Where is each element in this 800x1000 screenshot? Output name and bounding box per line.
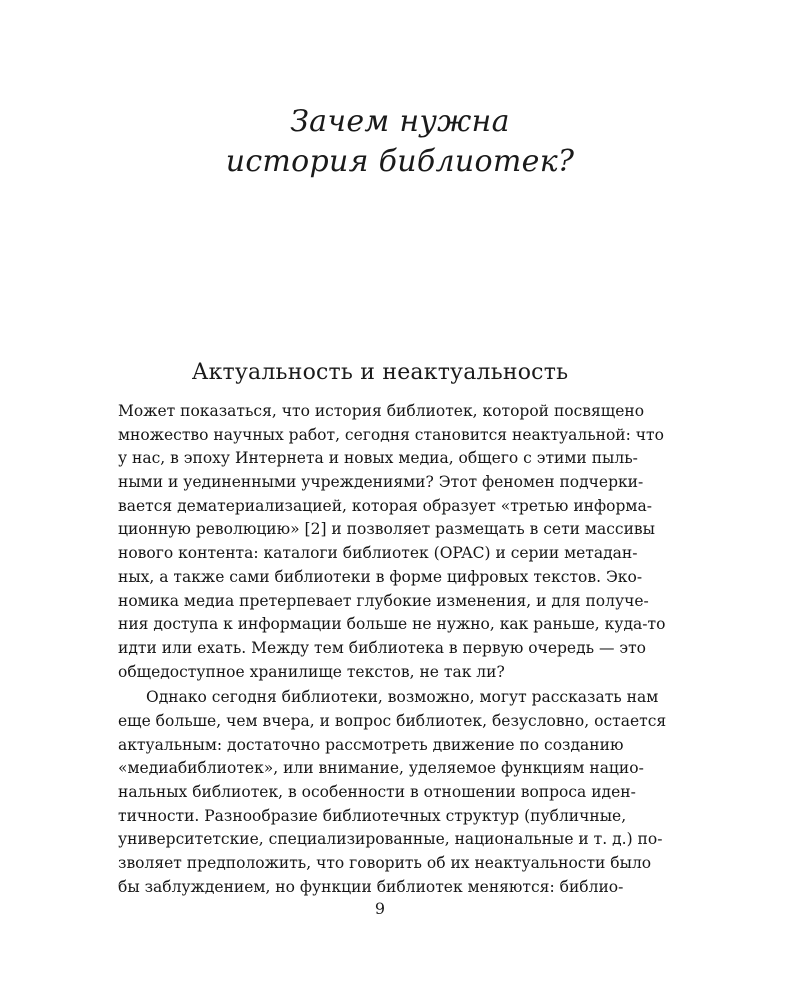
text-line: еще больше, чем вчера, и вопрос библиотек, безусловно, остается: [118, 711, 667, 730]
chapter-title-line-2: история библиотек?: [225, 144, 575, 179]
text-line: университетские, специализированные, национальные и т. д.) по-: [118, 830, 663, 849]
text-line: тичности. Разнообразие библиотечных структур (публичные,: [118, 806, 627, 825]
text-line: ния доступа к информации больше не нужно, как раньше, куда-то: [118, 615, 666, 634]
chapter-title: [0, 102, 800, 182]
text-line: вается дематериализацией, которая образует «третью информа-: [118, 496, 652, 515]
paragraph-2: [118, 686, 670, 899]
text-line: Может показаться, что история библиотек, которой посвящено: [118, 402, 645, 420]
text-line: актуальным: достаточно рассмотреть движение по созданию: [118, 735, 624, 754]
text-line: у нас, в эпоху Интернета и новых медиа, общего с этими пыль-: [118, 449, 638, 468]
text-line: номика медиа претерпевает глубокие изменения, и для получе-: [118, 591, 649, 610]
text-line: общедоступное хранилище текстов, не так ли?: [118, 662, 505, 681]
body-text: [118, 400, 670, 899]
page-number: 9: [374, 899, 386, 918]
text-line: нового контента: каталоги библиотек (OPAC) и серии метадан-: [118, 544, 638, 563]
text-line: ными и уединенными учреждениями? Этот феномен подчерки-: [118, 473, 644, 492]
text-line: ционную революцию» [2] и позволяет размещать в сети массивы: [118, 520, 655, 539]
paragraph-1: [118, 400, 670, 684]
text-line: идти или ехать. Между тем библиотека в первую очередь — это: [118, 638, 647, 657]
text-line: Однако сегодня библиотеки, возможно, могут рассказать нам: [146, 688, 659, 707]
text-line: зволяет предположить, что говорить об их неактуальности было: [118, 854, 652, 873]
chapter-title-line-1: Зачем нужна: [290, 104, 510, 139]
section-title: Актуальность и неактуальность: [191, 360, 569, 385]
text-line: «медиабиблиотек», или внимание, уделяемое функциям нацио-: [118, 759, 644, 778]
text-line: ных, а также сами библиотеки в форме цифровых текстов. Эко-: [118, 567, 643, 586]
text-line: бы заблуждением, но функции библиотек меняются: библио-: [118, 877, 624, 896]
text-line: нальных библиотек, в особенности в отношении вопроса иден-: [118, 783, 636, 801]
text-line: множество научных работ, сегодня становится неактуальной: что: [118, 425, 664, 444]
